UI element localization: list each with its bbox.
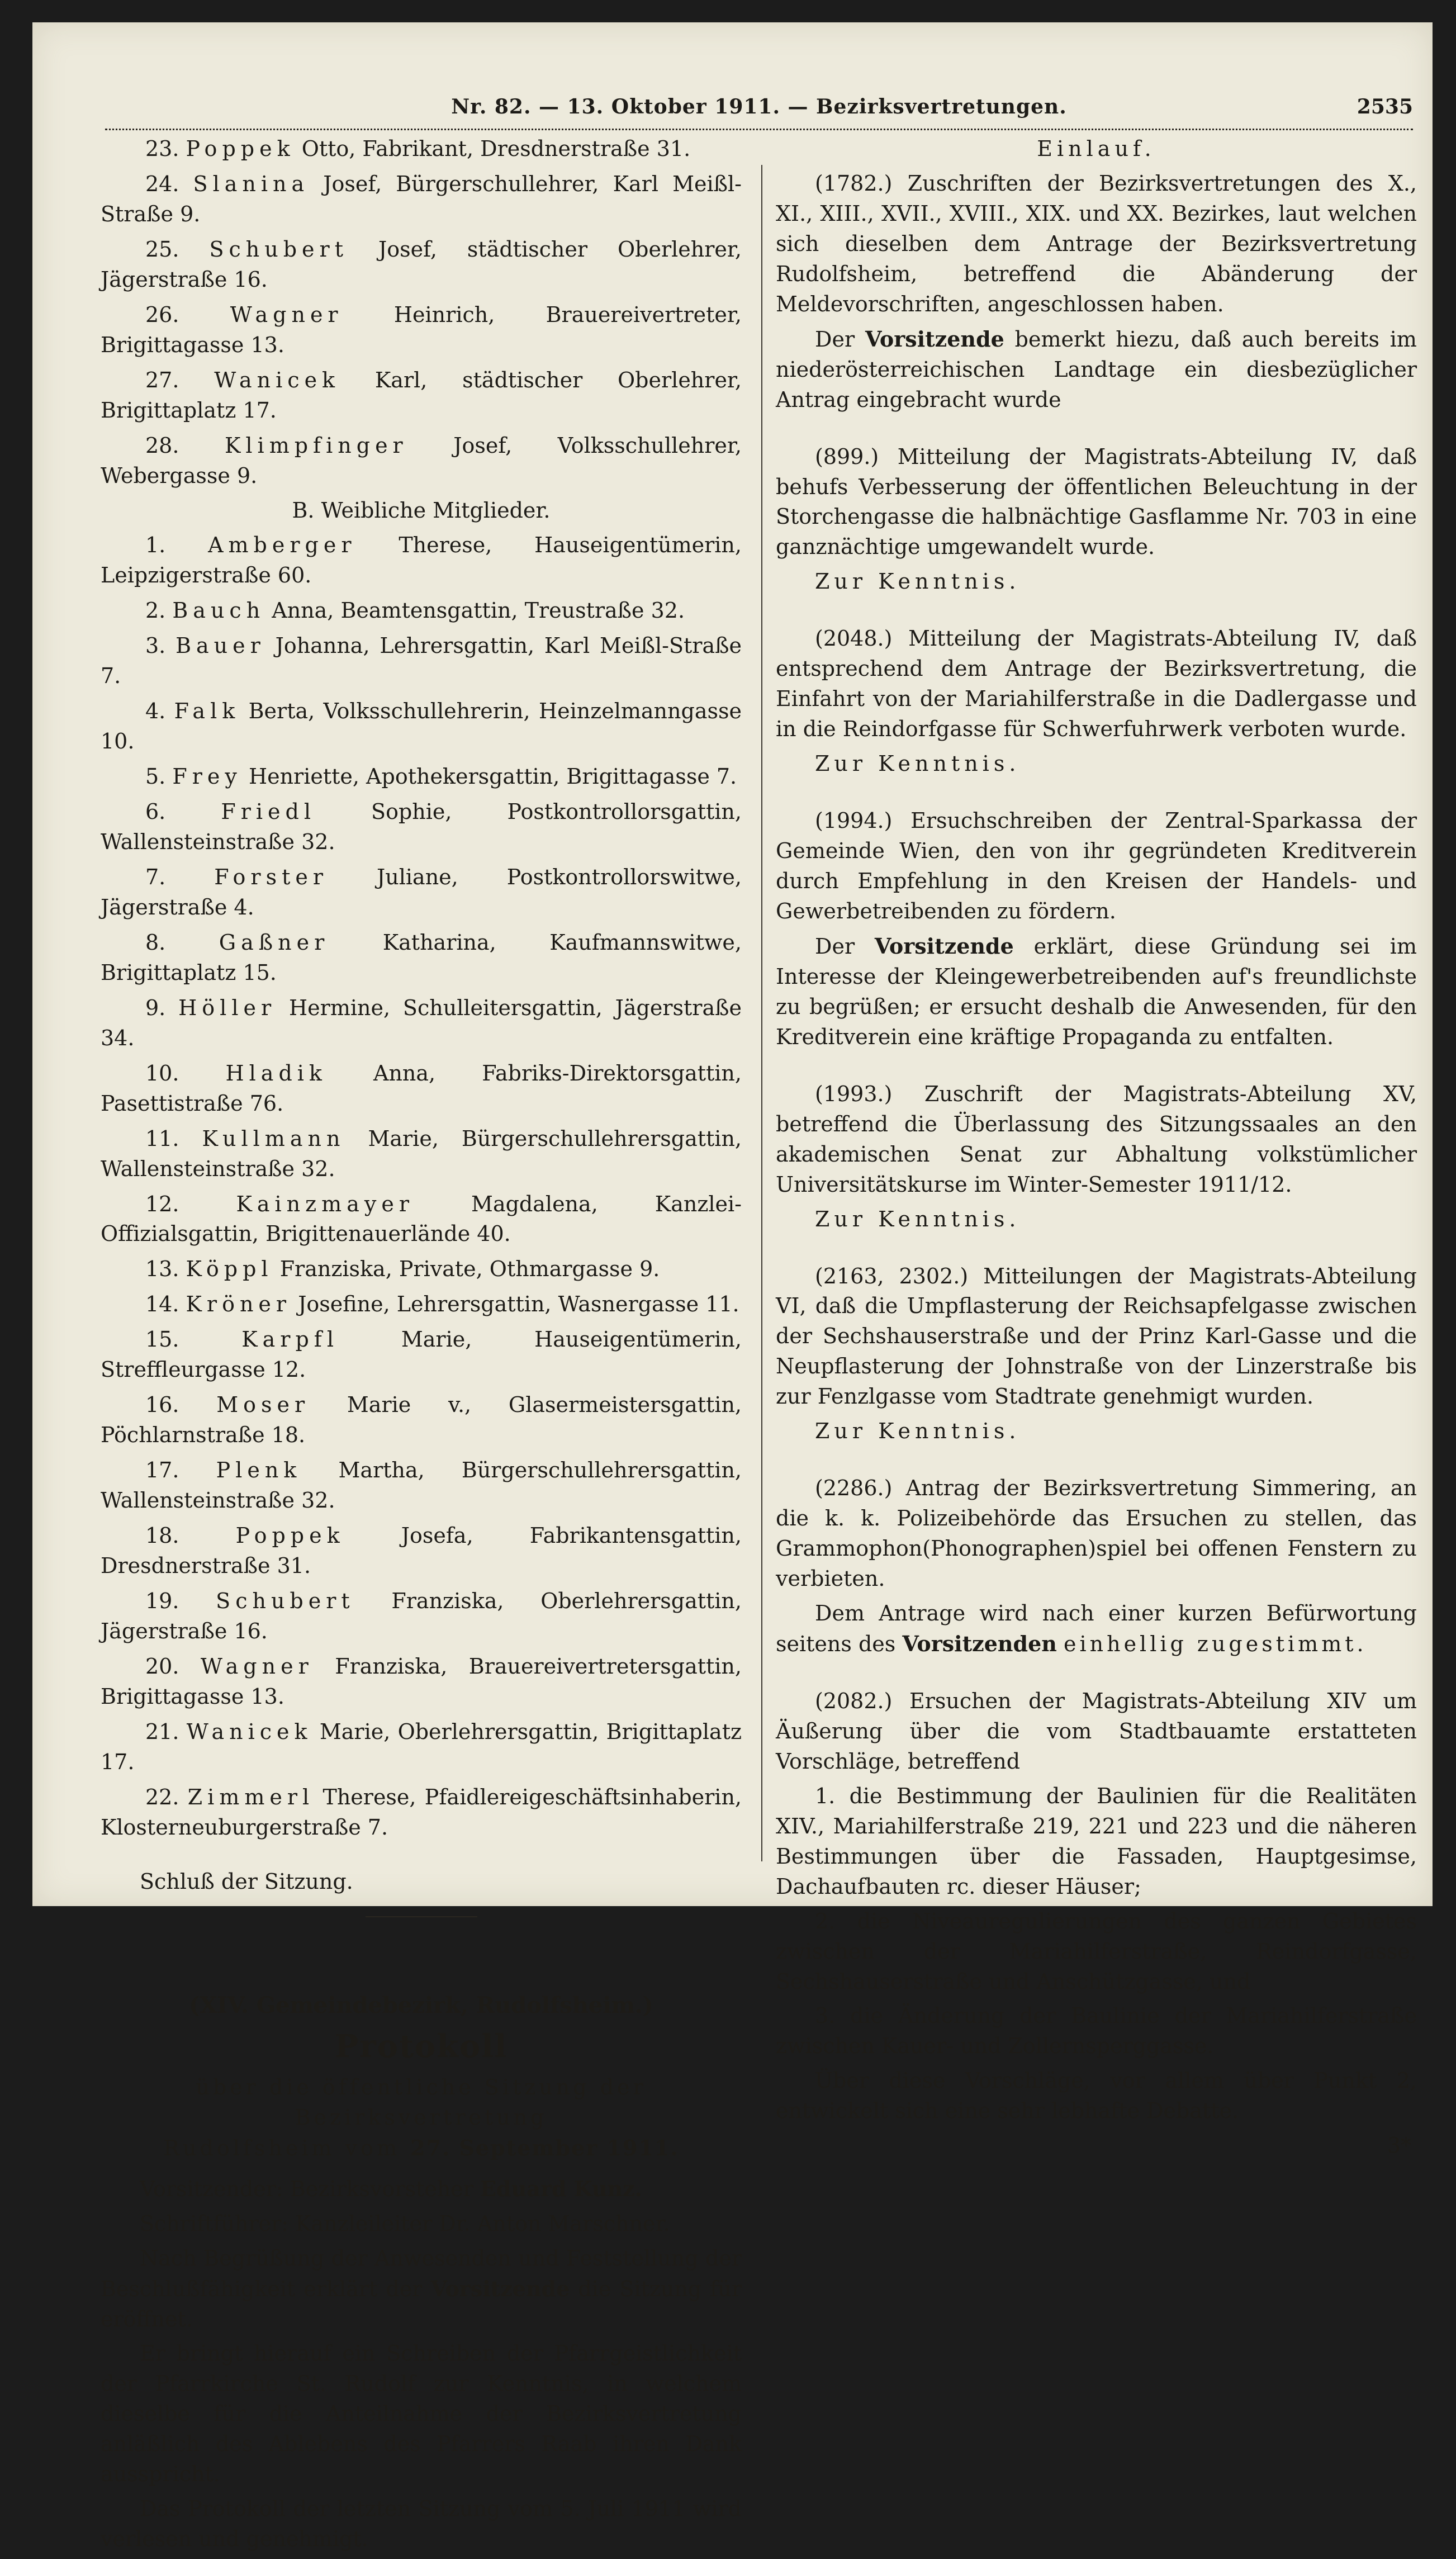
list-item: 16. Moser Marie v., Glasermeistersgattin, Pöchlarnstraße 18. xyxy=(101,1392,742,1448)
item-2163-2302: (2163, 2302.) Mitteilungen der Magistrats-Abteilung VI, daß die Umpflasterung der Reichsapfelgasse zwischen der Sechshauserstraße und der Prinz Karl-Gasse und die Neupflasterung der Johnstraße von der Linzerstraße bis zur Fenzlgasse vom Stadtrate genehmigt wurden. xyxy=(776,1263,1417,1409)
list-item: 18. Poppek Josefa, Fabrikantensgattin, Dresdnerstraße 31. xyxy=(101,1523,742,1578)
item-1782-remark: Der Vorsitzende bemerkt hiezu, daß auch bereits im niederösterreichischen Landtage ein diesbezüglicher Antrag eingebracht wurde xyxy=(776,326,1417,412)
list-item: 15. Karpfl Marie, Hauseigentümerin, Streffleurgasse 12. xyxy=(101,1327,742,1382)
list-item: 23. Poppek Otto, Fabrikant, Dresdnerstraße 31. xyxy=(145,136,691,161)
signature-mark: 3* xyxy=(1387,2133,1411,2158)
item-2082-point-2: 2. die Niveauregulierungen des ganzen Gebietes zwischen der Mariahilferstraße, Reindorfgasse, Sechshauserstraße und Anschützgasse, und xyxy=(776,1908,1417,1994)
list-item: 11. Kullmann Marie, Bürgerschullehrersgattin, Wallensteinstraße 32. xyxy=(101,1126,742,1181)
header-rule xyxy=(105,129,1413,130)
list-item: 19. Schubert Franziska, Oberlehrersgattin, Jägerstraße 16. xyxy=(101,1588,742,1643)
item-2048-note: Zur Kenntnis. xyxy=(815,751,1021,776)
item-1993: (1993.) Zuschrift der Magistrats-Abteilung XV, betreffend die Überlassung des Sitzungssaales an den akademischen Senat zur Abhaltung volkstümlicher Universitätskurse im Winter-Semester 1911/12. xyxy=(776,1081,1417,1197)
column-divider xyxy=(761,165,762,1861)
section-divider xyxy=(366,1916,477,1917)
item-2082: (2082.) Ersuchen der Magistrats-Abteilung XIV um Äußerung über die vom Stadtbauamte erstatteten Vorschläge, betreffend xyxy=(776,1688,1417,1774)
female-member-list xyxy=(101,530,742,1842)
male-member-list xyxy=(101,134,742,491)
list-item: 14. Kröner Josefine, Lehrersgattin, Wasnergasse 11. xyxy=(145,1292,739,1317)
list-item: 1. Amberger Therese, Hauseigentümerin, Leipzigerstraße 60. xyxy=(101,533,742,588)
list-item: 9. Höller Hermine, Schulleitersgattin, Jägerstraße 34. xyxy=(101,995,742,1050)
chairman-line: Vorsitzender: Bezirksvorsteher Eduard Kunz. xyxy=(140,2176,642,2201)
item-2163-note: Zur Kenntnis. xyxy=(815,1419,1021,1444)
female-members-heading: B. Weibliche Mitglieder. xyxy=(292,498,551,523)
minutes-paragraph: Das Protokoll der letzten Sitzung vom 5. Juli 1911 wird verlesen und genehmigt. xyxy=(101,2496,742,2552)
item-899-note: Zur Kenntnis. xyxy=(815,569,1021,594)
item-2082-point-3: 3. die Änderung der Baulinie der Mariahilferstraße zwischen Kauer- und Zollernsperggasse. xyxy=(776,2003,1417,2059)
list-item: 28. Klimpfinger Josef, Volksschullehrer, Webergasse 9. xyxy=(101,433,742,488)
list-item: 5. Frey Henriette, Apothekersgattin, Brigittagasse 7. xyxy=(145,764,737,789)
item-1994-remark: Der Vorsitzende erklärt, diese Gründung sei im Interesse der Kleingewerbetreibenden auf's freundlichste zu begrüßen; er ersucht deshalb die Anwesenden, für den Kreditverein eine kräftige Propaganda zu entfalten. xyxy=(776,933,1417,1049)
right-column xyxy=(776,134,1417,2159)
list-item: 2. Bauch Anna, Beamtensgattin, Treustraße 32. xyxy=(145,598,685,623)
item-1993-note: Zur Kenntnis. xyxy=(815,1206,1021,1231)
einlauf-heading: Einlauf. xyxy=(1037,136,1156,161)
list-item: 17. Plenk Martha, Bürgerschullehrersgattin, Wallensteinstraße 32. xyxy=(101,1458,742,1513)
session-closing: Schluß der Sitzung. xyxy=(140,1869,353,1894)
list-item: 25. Schubert Josef, städtischer Oberlehrer, Jägerstraße 16. xyxy=(101,236,742,292)
list-item: 7. Forster Juliane, Postkontrollorswitwe, Jägerstraße 4. xyxy=(101,864,742,920)
item-2082-debate: Über diese Vorschläge, vor allem über Punkt 2, entwickelt sich eine sehr lebhafte Debatte. xyxy=(776,2068,1417,2124)
list-item: 10. Hladik Anna, Fabriks-Direktorsgattin, Pasettistraße 76. xyxy=(101,1060,742,1116)
item-899: (899.) Mitteilung der Magistrats-Abteilung IV, daß behufs Verbesserung der öffentlichen Beleuchtung in der Storchengasse die halbnächtige Gasflamme Nr. 703 in eine ganznächtige umgewandelt wurde. xyxy=(776,444,1417,560)
item-2286: (2286.) Antrag der Bezirksvertretung Simmering, an die k. k. Polizeibehörde das Ersuchen zu stellen, das Grammophon(Phonographen)spiel bei offenen Fenstern zu verbieten. xyxy=(776,1476,1417,1591)
list-item: 26. Wagner Heinrich, Brauereivertreter, Brigittagasse 13. xyxy=(101,302,742,357)
item-1782: (1782.) Zuschriften der Bezirksvertretungen des X., XI., XIII., XVII., XVIII., XIX. und XX. Bezirkes, laut welchen sich dieselben dem Antrage der Bezirksvertretung Rudolfsheim, betreffend die Abänderung der Meldevorschriften, angeschlossen haben. xyxy=(776,170,1417,316)
protocol-subtitle: über die öffentliche Sitzung der Bezirksvertretung Rudolfsheim vom 27. September 1911. xyxy=(163,2074,679,2160)
opening-paragraph: Nach Begrüßung der Anwesenden und Feststellung der Beschlußfähigkeit erklärt der Vorsitzende die Sitzung für eröffnet. xyxy=(101,2245,742,2331)
item-2082-point-1: 1. die Bestimmung der Baulinien für die Realitäten XIV., Mariahilferstraße 219, 221 und 223 und die näheren Bestimmungen über die Fassaden, Hauptgesimse, Dachaufbauten rc. dieser Häuser; xyxy=(776,1783,1417,1899)
list-item: 6. Friedl Sophie, Postkontrollorsgattin, Wallensteinstraße 32. xyxy=(101,799,742,855)
district-label: (XIV. Gemeindebezirk, Rudolfsheim.) xyxy=(189,1992,653,2018)
protocol-heading xyxy=(101,1990,742,2164)
list-item: 13. Köppl Franziska, Private, Othmargasse 9. xyxy=(145,1257,660,1282)
list-item: 27. Wanicek Karl, städtischer Oberlehrer, Brigittaplatz 17. xyxy=(101,367,742,423)
item-2286-resolution: Dem Antrage wird nach einer kurzen Befürwortung seitens des Vorsitzenden einhellig zugestimmt. xyxy=(776,1601,1417,1656)
list-item: 24. Slanina Josef, Bürgerschullehrer, Karl Meißl-Straße 9. xyxy=(101,171,742,226)
list-item: 4. Falk Berta, Volksschullehrerin, Heinzelmanngasse 10. xyxy=(101,699,742,754)
secretary-line: Schriftführer: Kanzleileiter Dr. Anton Marschner. xyxy=(140,2211,670,2236)
list-item: 12. Kainzmayer Magdalena, Kanzlei-Offizialsgattin, Brigittenauerlände 40. xyxy=(101,1191,742,1247)
page-sheet xyxy=(32,22,1433,2552)
letter-paragraph: Er bringt hierauf ein Schreiben der Pfarrgeistlichkeit der Pfarrkirche St. Rudolf zur Kenntnis, in welchem dieselbe für die Anteilnahme der Bezirksvertretung anläßlich des Ablebens des Pfarrers Raab ihren Dank ausspricht. xyxy=(101,2341,742,2487)
item-1994: (1994.) Ersuchschreiben der Zentral-Sparkassa der Gemeinde Wien, den von ihr gegründeten Kreditverein durch Empfehlung in den Kreisen der Handels- und Gewerbetreibenden zu fördern. xyxy=(776,808,1417,923)
page-number: 2535 xyxy=(1357,95,1413,119)
session-date: 27. September 1911. xyxy=(410,2135,679,2160)
list-item: 22. Zimmerl Therese, Pfaidlereigeschäftsinhaberin, Klosterneuburgerstraße 7. xyxy=(101,1784,742,1840)
list-item: 8. Gaßner Katharina, Kaufmannswitwe, Brigittaplatz 15. xyxy=(101,930,742,985)
header-title: Nr. 82. — 13. Oktober 1911. — Bezirksvertretungen. xyxy=(451,95,1067,119)
list-item: 20. Wagner Franziska, Brauereivertretersgattin, Brigittagasse 13. xyxy=(101,1653,742,1709)
list-item: 21. Wanicek Marie, Oberlehrersgattin, Brigittaplatz 17. xyxy=(101,1719,742,1774)
left-column xyxy=(101,134,742,2559)
list-item: 3. Bauer Johanna, Lehrersgattin, Karl Meißl-Straße 7. xyxy=(101,633,742,689)
page-header xyxy=(105,83,1413,122)
protocol-title: Protokoll xyxy=(335,2028,508,2065)
item-2048: (2048.) Mitteilung der Magistrats-Abteilung IV, daß entsprechend dem Antrage der Bezirksvertretung, die Einfahrt von der Mariahilferstraße in die Dadlergasse und in die Reindorfgasse für Schwerfuhrwerk verboten wurde. xyxy=(776,626,1417,742)
